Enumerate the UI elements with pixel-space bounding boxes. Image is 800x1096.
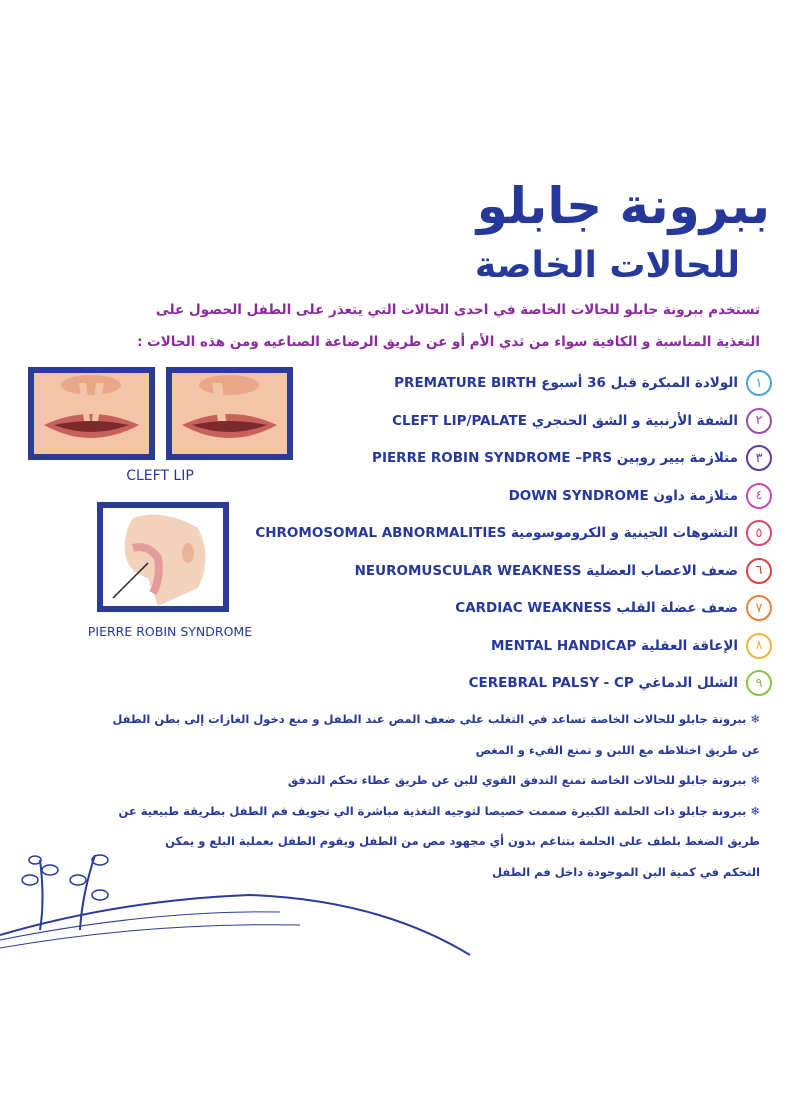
condition-number: ١ [746,370,772,396]
condition-item [392,406,772,436]
condition-number: ٨ [746,633,772,659]
condition-number: ٢ [746,408,772,434]
pierre-robin-image [97,502,229,612]
condition-item [255,518,772,548]
conditions-list [252,368,772,698]
condition-text: الولادة المبكرة قبل 36 أسبوع PREMATURE BIRTH [394,375,738,391]
condition-text: التشوهات الجينية و الكروموسومية CHROMOSOMAL ABNORMALITIES [255,525,738,541]
condition-item [491,631,772,661]
cleft-lip-caption: CLEFT LIP [126,468,194,484]
feature-line: ❄ ببرونة جابلو ذات الحلمة الكبيرة صممت خصيصا لتوجيه التغذية مباشرة الي تجويف فم الطفل بطريقة طبيعية عن [118,803,760,818]
condition-item [355,556,772,586]
condition-item [394,368,772,398]
condition-number: ٩ [746,670,772,696]
condition-text: ضعف عضلة القلب CARDIAC WEAKNESS [455,600,738,616]
feature-line: ❄ ببرونة جابلو للحالات الخاصة تساعد في التغلب على ضعف المص عند الطفل و منع دخول الغازات إلى بطن الطفل [112,712,760,726]
condition-text: الشلل الدماغي CEREBRAL PALSY - CP [468,675,738,691]
plant-wave-decoration [0,840,480,960]
condition-text: الإعاقة العقلية MENTAL HANDICAP [490,637,738,654]
condition-text: متلازمة داون DOWN SYNDROME [508,487,738,504]
pierre-robin-caption: PIERRE ROBIN SYNDROME [87,624,253,639]
title-line-1: ببرونة جابلو [476,177,770,235]
feature-line: ❄ ببرونة جابلو للحالات الخاصة تمنع التدفق القوي للبن عن طريق غطاء تحكم التدفق [287,773,760,787]
intro-line-2: التغذية المناسبة و الكافية سواء من ثدي الأم أو عن طريق الرضاعة الصناعيه ومن هذه الحالات : [137,334,760,350]
intro-line-1: تستخدم ببرونة جابلو للحالات الخاصة في احدى الحالات التي يتعذر على الطفل الحصول على [155,302,760,318]
title-line-2: للحالات الخاصة [474,245,740,286]
condition-number: ٤ [746,483,772,509]
feature-line: التحكم في كمية البن الموجودة داخل فم الطفل [492,864,760,879]
cleft-lip-image-1 [28,367,155,460]
condition-number: ٧ [746,595,772,621]
condition-text: الشفة الأرنبية و الشق الحنجري CLEFT LIP/PALATE [392,412,738,429]
condition-number: ٣ [746,445,772,471]
condition-number: ٥ [746,520,772,546]
condition-item [469,668,772,698]
condition-item [372,443,772,473]
condition-item [455,593,772,623]
condition-item [509,481,772,511]
condition-text: ضعف الاعصاب العضلية NEUROMUSCULAR WEAKNESS [354,562,738,579]
feature-line: طريق الضغط بلطف على الحلمة بتناغم بدون أي مجهود مص من الطفل ويقوم الطفل بعملية البلع و يمكن [165,834,760,848]
condition-text: متلازمة بيير روبين PIERRE ROBIN SYNDROME –PRS [372,450,738,466]
condition-number: ٦ [746,558,772,584]
feature-line: عن طريق اختلاطه مع اللبن و تمنع القيء و المغص [475,742,760,757]
